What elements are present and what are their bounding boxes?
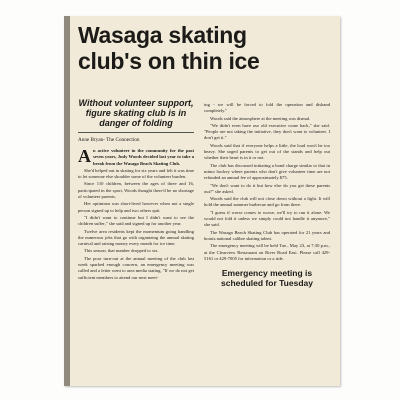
body-paragraph: Woods said that if everyone helps a little, the load won't be too heavy. She urged parents to get out of the stands and help out whether their heart is in it or not. [204,142,330,161]
headline-line-1: Wasaga skating [78,22,247,48]
drop-cap: A [78,146,91,166]
body-paragraph: Twelve area residents kept the momentum going handling the numerous jobs that go with organizing the annual skating carnival and raising money every month for ice time. [78,228,194,247]
body-paragraph: The Wasaga Beach Skating Club has operated for 21 years and boasts national calibre skating talent. [204,229,330,241]
body-paragraph: The club has discussed initiating a bond charge similar to that in minor hockey where parents who don't give volunteer time are not refunded an annual fee of approximately $75. [204,162,330,181]
deck-subheadline: Without volunteer support, figure skating club is in danger of folding [78,98,194,128]
body-paragraph: ing - we will be forced to fold the operation and disband completely." [204,102,330,114]
lead-paragraph [78,148,194,167]
body-paragraph: The emergency meeting will be held Tue., May 23, at 7:30 p.m., at the Clearview Restaurant on River Road East. Please call 429-5161 or 429-7005 for information or a ride. [204,243,330,261]
headline-line-2: club's on thin ice [78,48,260,74]
article-column-left [78,98,194,282]
article-column-right [204,102,330,288]
byline-rule [78,132,194,133]
body-paragraph: Woods said the club will not close down without a fight. It will hold the annual summer barbecue and go from there. [204,196,330,208]
newspaper-clipping [64,16,340,386]
body-paragraph: Woods said the atmosphere at the meeting was dismal. [210,115,311,121]
lead-text: n active volunteer in the community for the past seven years, Judy Woods decided last year to take a break from the Wasaga Beach Skating Club. [93,148,194,166]
clipping-edge-bar [64,16,70,386]
body-paragraph: "We didn't even have our old executive come back," she said. "People are not taking the initiative, they don't want to volunteer. I don't get it." [204,122,330,141]
body-paragraph: Her optimism was short-lived however when not a single person signed up to help and two others quit. [78,201,194,213]
body-paragraph: Since 110 children, between the ages of three and 16, participated in the sport, Woods thought there'd be no shortage of volunteer parents. [78,181,194,200]
headline [78,22,336,74]
body-paragraph: "I guess if worse comes to worse, we'll try to run it alone. We would not fold it unless we simply could not handle it anymore," she said. [204,209,330,228]
byline: Anne Bryan- The Connection [78,137,140,143]
body-paragraph: "We don't want to do it but how else do you get these parents out?" she asked. [204,182,330,194]
body-paragraph: This season, that number dropped to six. [84,248,159,254]
body-paragraph: She'd helped out in skating for six years and felt it was time to let someone else shoulder some of the volunteer burden. [78,167,194,180]
emergency-meeting-subhead: Emergency meeting is scheduled for Tuesday [221,268,313,289]
body-paragraph: The poor turn-out at the annual meeting of the club last week sparked enough concern, an emergency meeting was called and a letter went to area media stating, "If we do not get sufficient members to attend our next meet- [78,255,194,280]
body-paragraph: "I didn't want to continue but I didn't want to see the children suffer," she said and signed up for another year. [78,214,194,227]
